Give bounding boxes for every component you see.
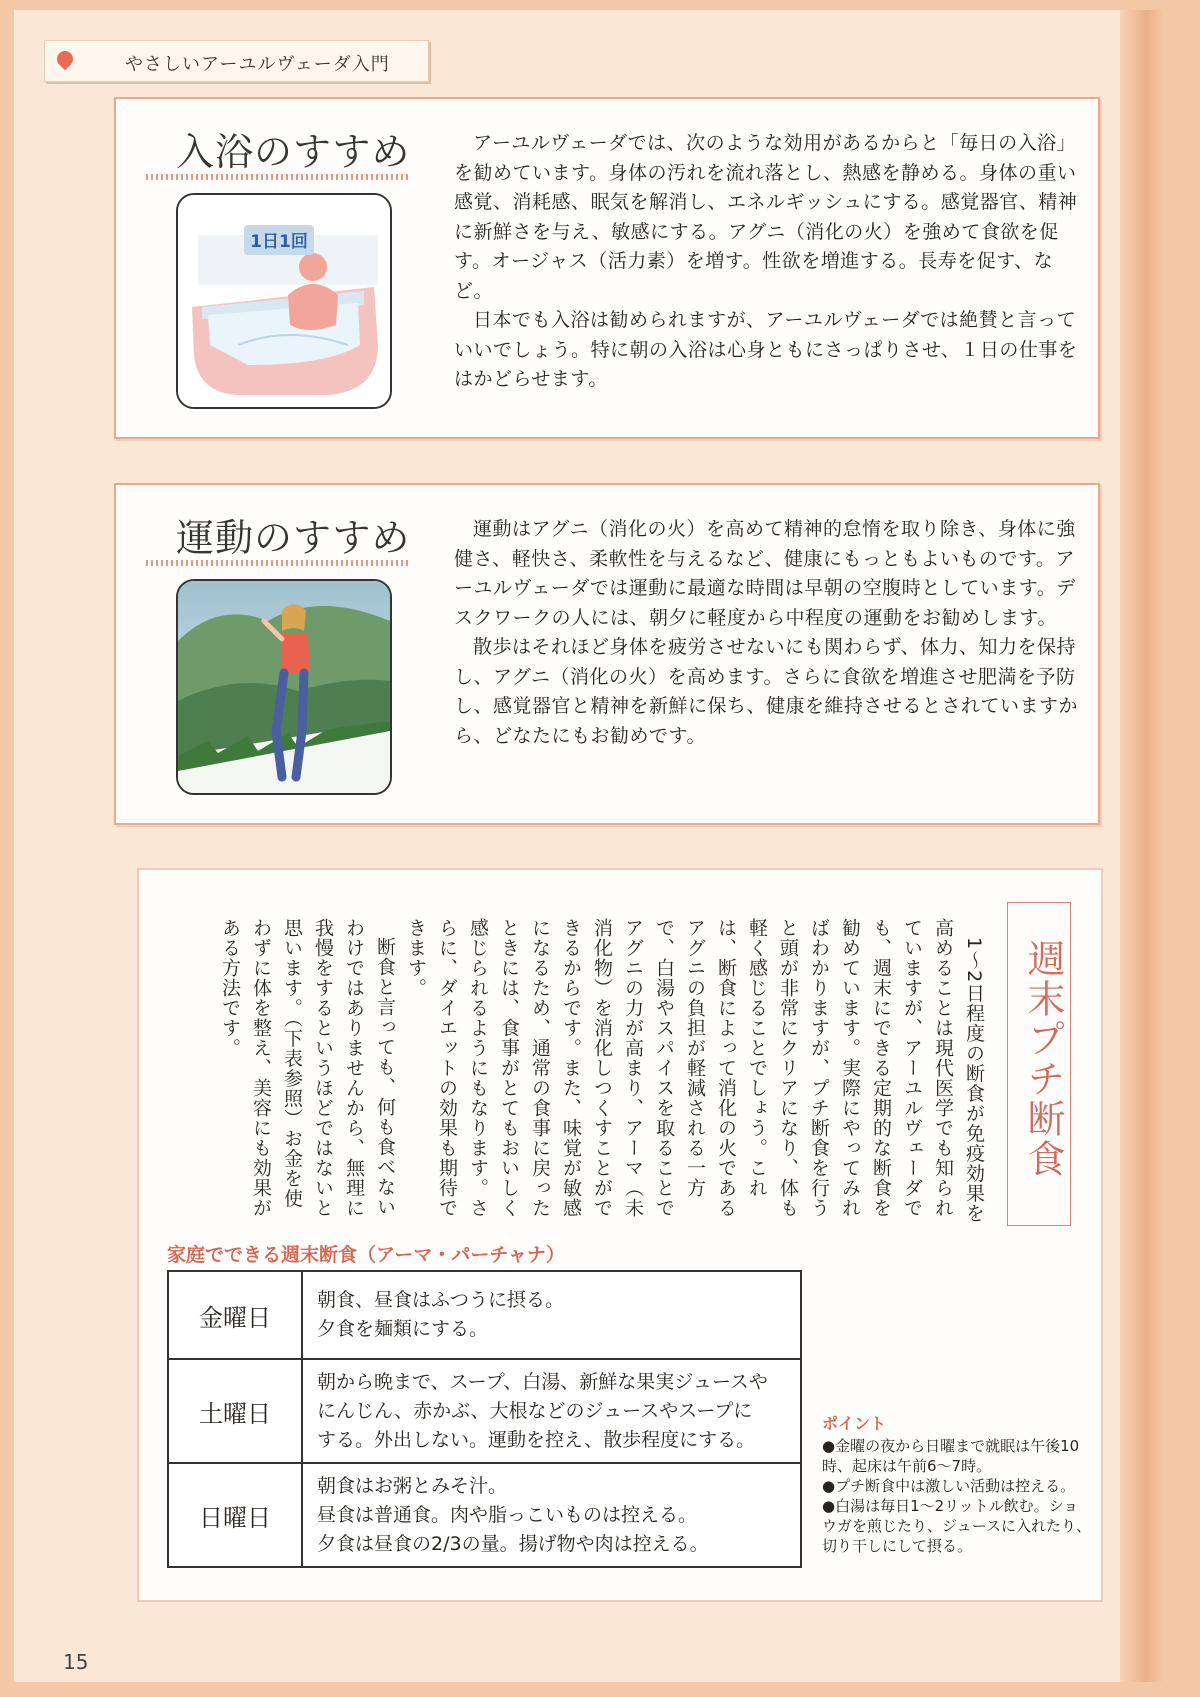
- bath-paragraph-2: 日本でも入浴は勧められますが、アーユルヴェーダでは絶賛と言っていいでしょう。特に朝の入浴は心身ともにさっぱりさせ、１日の仕事をはかどらせます。: [454, 309, 1078, 390]
- schedule-desc: [302, 1359, 801, 1463]
- fasting-body: [149, 918, 989, 1224]
- page: [14, 10, 1164, 1682]
- schedule-line: 朝食、昼食はふつうに摂る。: [317, 1289, 565, 1311]
- bath-badge: 1日1回: [250, 232, 308, 252]
- point-item: ●白湯は毎日1〜2リットル飲む。ショウガを煎じたり、ジュースに入れたり、切り干しにして摂る。: [822, 1497, 1091, 1555]
- bath-body: [454, 129, 1078, 395]
- table-row: [168, 1271, 801, 1359]
- schedule-line: 朝食はお粥とみそ汁。: [317, 1474, 508, 1497]
- schedule-day: 土曜日: [168, 1359, 302, 1463]
- table-row: [168, 1359, 801, 1463]
- exercise-body: [454, 515, 1078, 751]
- schedule-line: 夕食は昼食の2/3の量。揚げ物や肉は控える。: [317, 1532, 709, 1555]
- schedule-line: 昼食は普通食。肉や脂っこいものは控える。: [317, 1503, 698, 1526]
- bath-title: 入浴のすすめ: [176, 130, 411, 174]
- table-row: [168, 1463, 801, 1567]
- point-item: ●プチ断食中は激しい活動は控える。: [822, 1477, 1076, 1495]
- schedule-line: 夕食を麺類にする。: [317, 1318, 489, 1340]
- schedule-day: 金曜日: [168, 1271, 302, 1359]
- point-item: ●金曜の夜から日曜まで就眠は午後10時、起床は午前6〜7時。: [822, 1437, 1080, 1475]
- fasting-paragraph-2: 断食と言っても、何も食べないわけではありませんから、無理に我慢をするというほどではないと思います。（下表参照）お金を使わずに体を整え、美容にも効果がある方法です。: [219, 918, 396, 1218]
- exercise-title-rule: [146, 560, 411, 566]
- schedule-line: にんじん、赤かぶ、大根などのジュースやスープに: [317, 1399, 753, 1422]
- exercise-paragraph-1: 運動はアグニ（消化の火）を高めて精神的怠惰を取り除き、身体に強健さ、軽快さ、柔軟性を与えるなど、健康にもっともよいものです。アーユルヴェーダでは運動に最適な時間は早朝の空腹時としています。デスクワークの人には、朝夕に軽度から中程度の運動をお勧めします。: [454, 518, 1076, 629]
- schedule-day: 日曜日: [168, 1463, 302, 1567]
- exercise-panel: [114, 483, 1100, 825]
- header-tab: [44, 40, 429, 82]
- bath-paragraph-1: アーユルヴェーダでは、次のような効用があるからと「毎日の入浴」を勧めています。身体の汚れを流れ落とし、熱感を静める。身体の重い感覚、消耗感、眠気を解消し、エネルギッシュにする。感覚器官、精神に新鮮さを与え、敏感にする。アグニ（消化の火）を強めて食欲を促す。オージャス（活力素）を増す。性欲を増進する。長寿を促す、など。: [454, 132, 1078, 302]
- header-title: やさしいアーユルヴェーダ入門: [125, 54, 390, 75]
- schedule-caption: 家庭でできる週末断食（アーマ・パーチャナ）: [167, 1244, 565, 1266]
- pin-icon: [54, 48, 77, 71]
- page-number: 15: [63, 1650, 89, 1674]
- exercise-illustration: [176, 579, 392, 795]
- schedule-desc: [302, 1463, 801, 1567]
- bath-title-rule: [146, 174, 411, 180]
- fasting-title-box: [1007, 902, 1071, 1226]
- point-notes: [822, 1414, 1092, 1556]
- walking-woman-icon: [178, 581, 390, 793]
- bath-panel: [114, 97, 1100, 439]
- schedule-desc: [302, 1271, 801, 1359]
- exercise-paragraph-2: 散歩はそれほど身体を疲労させないにも関わらず、体力、知力を保持し、アグニ（消化の火）を高めます。さらに食欲を増進させ肥満を予防し、感覚器官と精神を新鮮に保ち、健康を維持させるとされていますから、どなたにもお勧めです。: [454, 636, 1079, 747]
- schedule-line: 朝から晩まで、スープ、白湯、新鮮な果実ジュースや: [317, 1370, 768, 1393]
- bathtub-icon: [178, 195, 390, 407]
- schedule-table: [167, 1270, 802, 1568]
- exercise-title: 運動のすすめ: [176, 516, 411, 560]
- book-spine: [1120, 10, 1164, 1682]
- fasting-paragraph-1: 1〜2日程度の断食が免疫効果を高めることは現代医学でも知られていますが、アーユルヴェーダでも、週末にできる定期的な断食を勧めています。実際にやってみればわかりますが、プチ断食を行うと頭が非常にクリアになり、体も軽く感じることでしょう。これは、断食によって消化の火であるアグニの負担が軽減される一方で、白湯やスパイスを取ることでアグニの力が高まり、アーマ（未消化物）を消化しつくすことができるからです。また、味覚が敏感になるため、通常の食事に戻ったときには、食事がとてもおいしく感じられるようにもなります。さらに、ダイエットの効果も期待できます。: [405, 918, 985, 1224]
- point-title: ポイント: [822, 1414, 887, 1433]
- bath-illustration: [176, 193, 392, 409]
- schedule-line: する。外出しない。運動を控え、散歩程度にする。: [317, 1428, 756, 1451]
- fasting-title: 週末プチ断食: [1021, 939, 1065, 1179]
